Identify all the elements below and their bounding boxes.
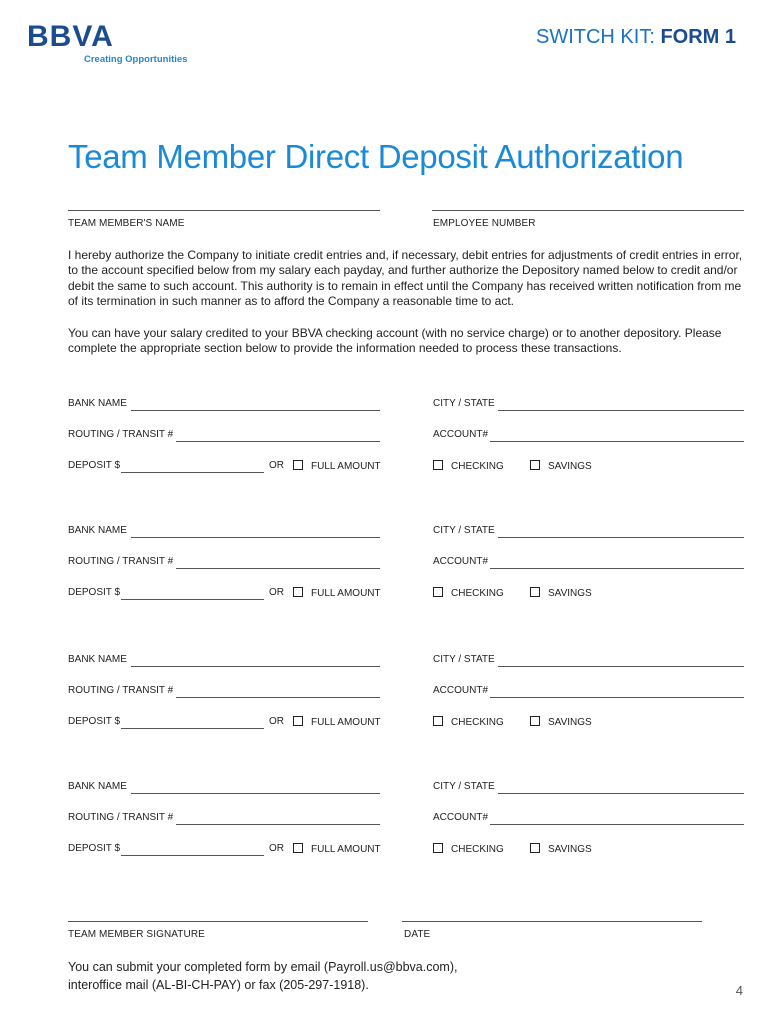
checkbox-icon[interactable] [530, 716, 540, 726]
account-type-row-4 [433, 843, 744, 857]
checking-label: CHECKING [451, 717, 504, 728]
full-amount-label: FULL AMOUNT [311, 844, 381, 855]
city-state-row-3 [433, 654, 744, 668]
name-field-line[interactable] [68, 210, 380, 211]
account-label: ACCOUNT# [433, 429, 489, 440]
or-label: OR [269, 843, 284, 854]
routing-row-1 [68, 429, 380, 443]
deposit-amount-field[interactable] [121, 728, 264, 729]
deposit-label: DEPOSIT $ [68, 716, 121, 727]
submission-line-2: interoffice mail (AL-BI-CH-PAY) or fax (205-297-1918). [68, 978, 369, 992]
checking-option[interactable] [433, 587, 504, 599]
authorization-paragraph: I hereby authorize the Company to initiate credit entries and, if necessary, debit entries for adjustments of credit entries in error, to the account specified below from my salary each payday, and further authorize the Depository named below to credit and/or debit the same to such account. This authority is to remain in effect until the Company has received written notification from me of its termination in such manner as to afford the Company a reasonable time to act. [68, 248, 743, 309]
deposit-row-3 [68, 716, 380, 730]
routing-row-4 [68, 812, 380, 826]
checking-option[interactable] [433, 843, 504, 855]
checking-label: CHECKING [451, 461, 504, 472]
switch-kit-label [536, 26, 736, 49]
account-label: ACCOUNT# [433, 556, 489, 567]
account-label: ACCOUNT# [433, 685, 489, 696]
submission-instructions [68, 958, 457, 994]
checking-option[interactable] [433, 460, 504, 472]
routing-label: ROUTING / TRANSIT # [68, 685, 174, 696]
bank-name-row-3 [68, 654, 380, 668]
page-number: 4 [735, 983, 743, 998]
signature-field-line[interactable] [68, 921, 368, 922]
full-amount-label: FULL AMOUNT [311, 461, 381, 472]
city-state-field[interactable] [498, 410, 744, 411]
routing-field[interactable] [176, 441, 380, 442]
checkbox-icon[interactable] [293, 843, 303, 853]
city-state-field[interactable] [498, 537, 744, 538]
savings-label: SAVINGS [548, 717, 592, 728]
account-field[interactable] [490, 697, 744, 698]
account-label: ACCOUNT# [433, 812, 489, 823]
savings-label: SAVINGS [548, 844, 592, 855]
employee-number-label: EMPLOYEE NUMBER [433, 218, 536, 229]
deposit-row-1 [68, 460, 380, 474]
bank-name-label: BANK NAME [68, 781, 127, 792]
savings-option[interactable] [530, 716, 592, 728]
account-field[interactable] [490, 824, 744, 825]
logo-wordmark: BBVA [27, 20, 114, 53]
savings-option[interactable] [530, 843, 592, 855]
city-state-field[interactable] [498, 793, 744, 794]
deposit-row-2 [68, 587, 380, 601]
routing-field[interactable] [176, 824, 380, 825]
checkbox-icon[interactable] [293, 460, 303, 470]
or-label: OR [269, 716, 284, 727]
savings-option[interactable] [530, 460, 592, 472]
checking-option[interactable] [433, 716, 504, 728]
switch-kit-form: FORM 1 [660, 26, 736, 48]
or-label: OR [269, 460, 284, 471]
deposit-label: DEPOSIT $ [68, 460, 121, 471]
bank-name-field[interactable] [131, 793, 380, 794]
bbva-logo [27, 22, 187, 65]
bank-name-row-2 [68, 525, 380, 539]
city-state-row-2 [433, 525, 744, 539]
logo-tagline: Creating Opportunities [84, 54, 188, 65]
checkbox-icon[interactable] [530, 843, 540, 853]
checking-label: CHECKING [451, 844, 504, 855]
switch-kit-prefix: SWITCH KIT: [535, 26, 655, 48]
routing-field[interactable] [176, 568, 380, 569]
savings-option[interactable] [530, 587, 592, 599]
bank-name-label: BANK NAME [68, 525, 127, 536]
page-title: Team Member Direct Deposit Authorization [68, 138, 684, 175]
bank-name-field[interactable] [131, 666, 380, 667]
account-field[interactable] [490, 568, 744, 569]
bank-name-row-4 [68, 781, 380, 795]
routing-label: ROUTING / TRANSIT # [68, 429, 174, 440]
checkbox-icon[interactable] [433, 716, 443, 726]
account-row-2 [433, 556, 744, 570]
city-state-label: CITY / STATE [433, 398, 495, 409]
routing-row-2 [68, 556, 380, 570]
account-type-row-3 [433, 716, 744, 730]
checkbox-icon[interactable] [530, 587, 540, 597]
deposit-label: DEPOSIT $ [68, 587, 121, 598]
checkbox-icon[interactable] [530, 460, 540, 470]
city-state-label: CITY / STATE [433, 781, 495, 792]
full-amount-option[interactable] [293, 587, 381, 599]
account-row-1 [433, 429, 744, 443]
account-row-4 [433, 812, 744, 826]
savings-label: SAVINGS [548, 588, 592, 599]
checkbox-icon[interactable] [433, 587, 443, 597]
checkbox-icon[interactable] [433, 460, 443, 470]
account-type-row-1 [433, 460, 744, 474]
signature-label: TEAM MEMBER SIGNATURE [68, 929, 205, 940]
deposit-label: DEPOSIT $ [68, 843, 121, 854]
date-label: DATE [404, 929, 431, 940]
bank-name-label: BANK NAME [68, 654, 127, 665]
city-state-row-1 [433, 398, 744, 412]
routing-label: ROUTING / TRANSIT # [68, 556, 174, 567]
bank-name-field[interactable] [131, 410, 380, 411]
employee-number-field-line[interactable] [432, 210, 744, 211]
bank-name-label: BANK NAME [68, 398, 127, 409]
name-field-label: TEAM MEMBER'S NAME [68, 218, 185, 229]
routing-label: ROUTING / TRANSIT # [68, 812, 174, 823]
account-type-row-2 [433, 587, 744, 601]
full-amount-option[interactable] [293, 843, 381, 855]
city-state-field[interactable] [498, 666, 744, 667]
deposit-row-4 [68, 843, 380, 857]
savings-label: SAVINGS [548, 461, 592, 472]
or-label: OR [269, 587, 284, 598]
date-field-line[interactable] [402, 921, 702, 922]
account-row-3 [433, 685, 744, 699]
city-state-label: CITY / STATE [433, 654, 495, 665]
deposit-amount-field[interactable] [121, 472, 264, 473]
full-amount-option[interactable] [293, 716, 381, 728]
city-state-row-4 [433, 781, 744, 795]
routing-field[interactable] [176, 697, 380, 698]
full-amount-label: FULL AMOUNT [311, 588, 381, 599]
deposit-amount-field[interactable] [121, 855, 264, 856]
checkbox-icon[interactable] [293, 716, 303, 726]
bank-name-row-1 [68, 398, 380, 412]
city-state-label: CITY / STATE [433, 525, 495, 536]
checkbox-icon[interactable] [293, 587, 303, 597]
routing-row-3 [68, 685, 380, 699]
full-amount-label: FULL AMOUNT [311, 717, 381, 728]
checkbox-icon[interactable] [433, 843, 443, 853]
bank-name-field[interactable] [131, 537, 380, 538]
checking-label: CHECKING [451, 588, 504, 599]
submission-line-1: You can submit your completed form by email (Payroll.us@bbva.com), [68, 960, 458, 974]
full-amount-option[interactable] [293, 460, 381, 472]
account-field[interactable] [490, 441, 744, 442]
deposit-amount-field[interactable] [121, 599, 264, 600]
instructions-paragraph: You can have your salary credited to your BBVA checking account (with no service charge) or to another depository. Please complete the appropriate section below to provide the information needed to process these transactions. [68, 326, 722, 356]
